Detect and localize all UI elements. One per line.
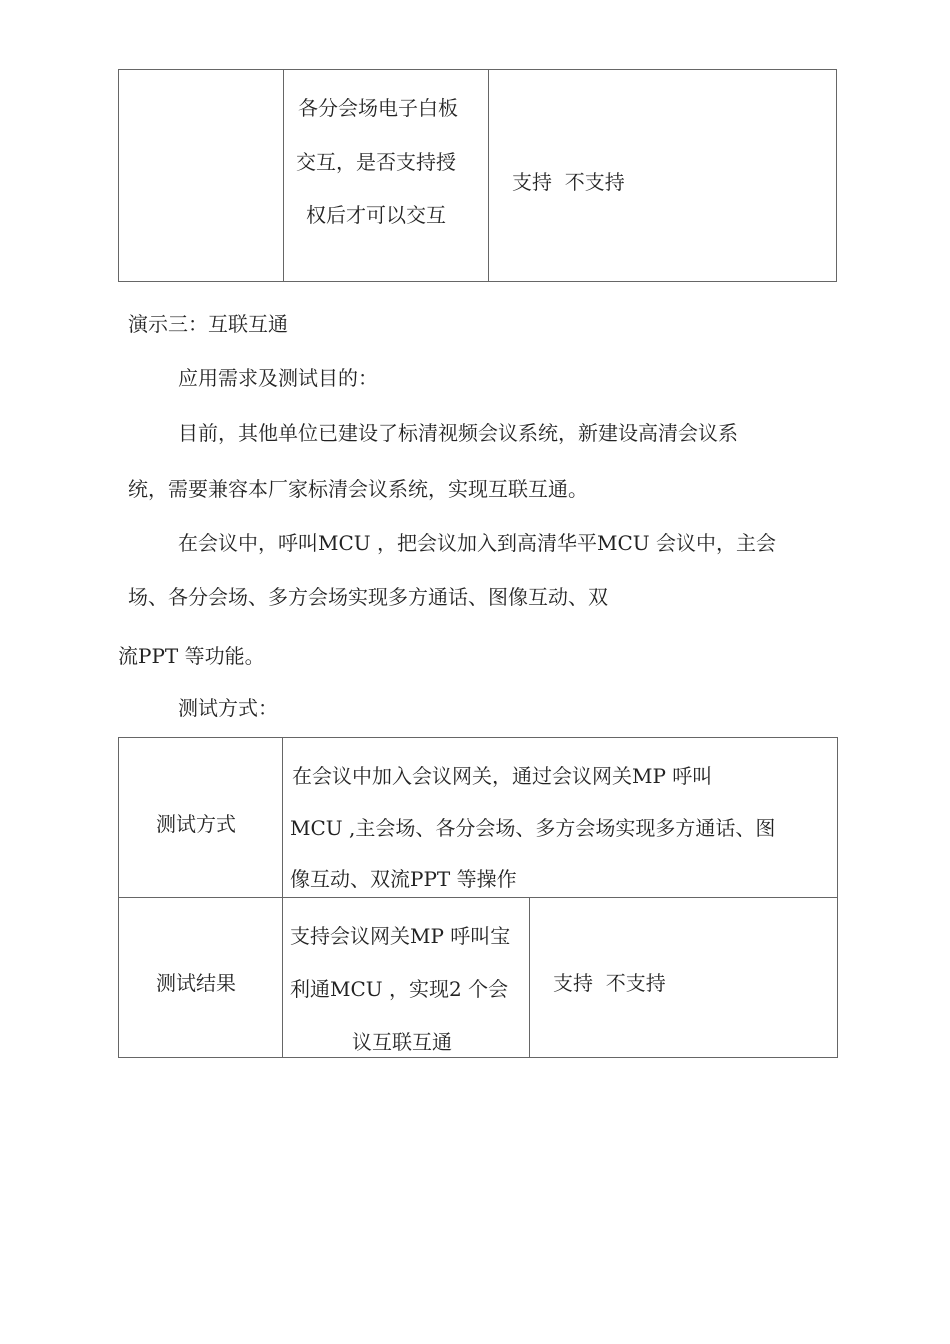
table-2-row-2-line: 利通MCU ，实现2 个会 bbox=[290, 977, 509, 1001]
table-2-row-1-line: 像互动、双流PPT 等操作 bbox=[290, 867, 517, 891]
table-2-row-1-label: 测试方式 bbox=[156, 812, 236, 836]
method-heading: 测试方式： bbox=[178, 696, 278, 720]
table-1 bbox=[118, 69, 837, 282]
paragraph-1-line-2: 统，需要兼容本厂家标清会议系统，实现互联互通。 bbox=[128, 477, 588, 501]
paragraph-2-line-3: 流PPT 等功能。 bbox=[118, 644, 265, 668]
paragraph-1-line-1: 目前，其他单位已建设了标清视频会议系统，新建设高清会议系 bbox=[178, 421, 738, 445]
paragraph-2-line-2: 场、各分会场、多方会场实现多方通话、图像互动、双 bbox=[128, 585, 608, 609]
paragraph-2-line-1: 在会议中，呼叫MCU ，把会议加入到高清华平MCU 会议中，主会 bbox=[178, 531, 776, 555]
table-2-row-2-line: 支持会议网关MP 呼叫宝 bbox=[290, 924, 511, 948]
table-1-divider-a bbox=[283, 69, 284, 282]
section-title: 演示三：互联互通 bbox=[128, 312, 288, 336]
table-2-row-1-line: MCU ,主会场、各分会场、多方会场实现多方通话、图 bbox=[290, 816, 776, 840]
table-2-row-divider bbox=[118, 897, 838, 898]
table-1-cell-line: 各分会场电子白板 bbox=[298, 96, 458, 120]
requirement-heading: 应用需求及测试目的： bbox=[178, 366, 378, 390]
table-2-row-2-label: 测试结果 bbox=[156, 971, 236, 995]
table-2-row-2-line: 议互联互通 bbox=[352, 1030, 452, 1054]
table-1-divider-b bbox=[488, 69, 489, 282]
table-1-cell-line: 交互，是否支持授 bbox=[296, 150, 456, 174]
table-1-cell-line: 权后才可以交互 bbox=[306, 203, 446, 227]
table-2-row-2-result: 支持 不支持 bbox=[553, 971, 666, 995]
table-1-result: 支持 不支持 bbox=[512, 170, 625, 194]
table-2-row-1-line: 在会议中加入会议网关，通过会议网关MP 呼叫 bbox=[292, 764, 713, 788]
table-2-result-divider bbox=[529, 897, 530, 1058]
